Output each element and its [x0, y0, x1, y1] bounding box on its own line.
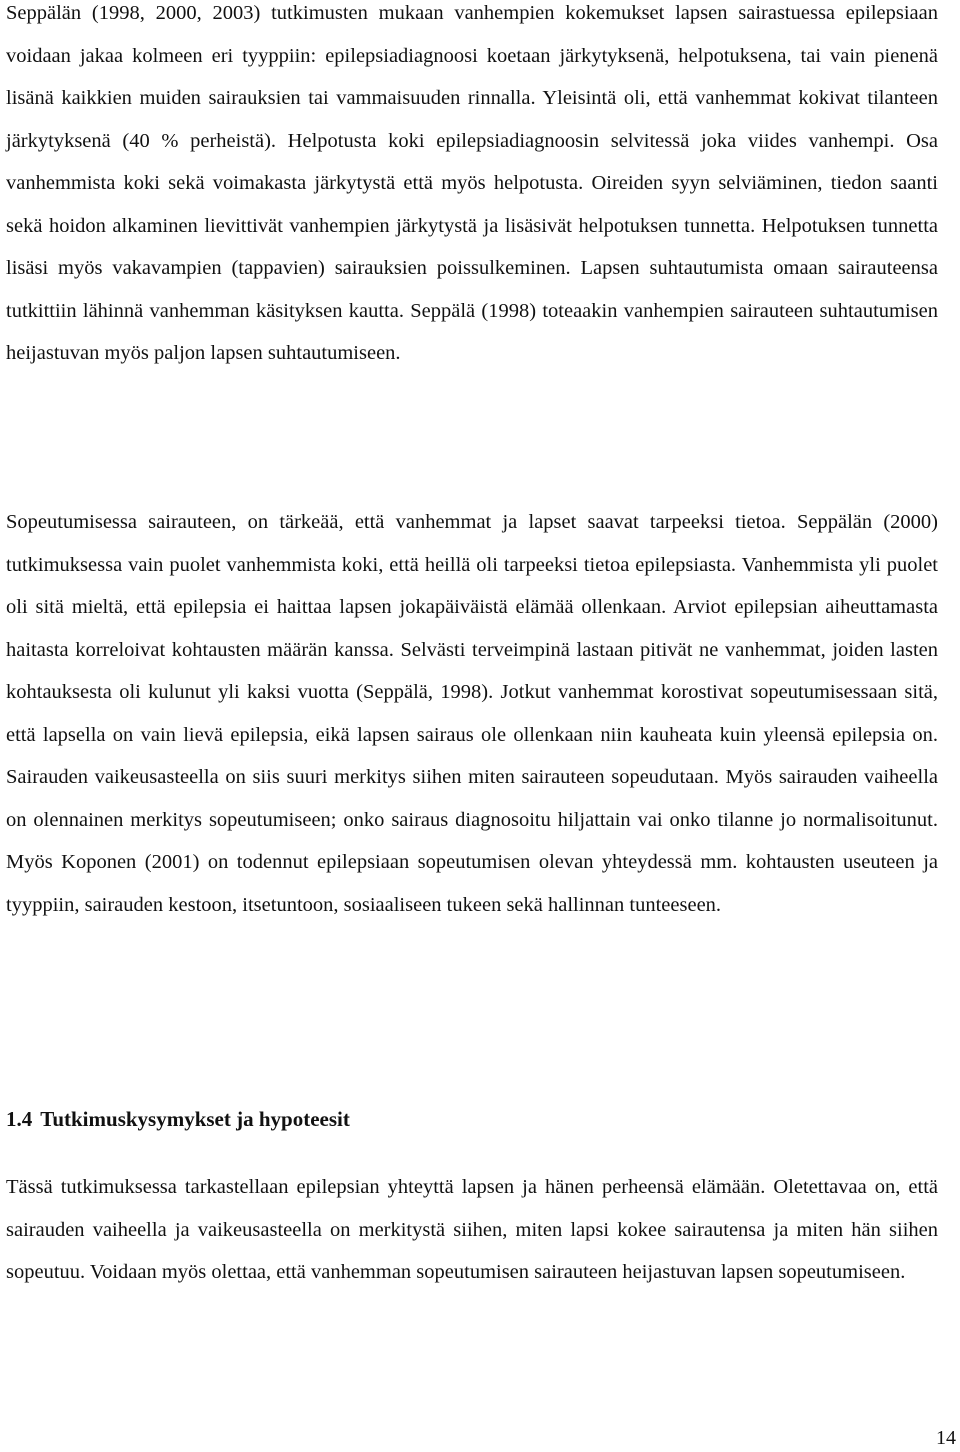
page-number: 14 [936, 1427, 956, 1449]
body-paragraph: Seppälän (1998, 2000, 2003) tutkimusten mukaan vanhempien kokemukset lapsen sairastuessa epilepsiaan voidaan jakaa kolmeen eri tyyppiin: epilepsiadiagnoosi koetaan järkytyksenä, helpotuksena, tai vain pienenä lisänä kaikkien muiden sairauksien tai vammaisuuden rinnalla. Yleisintä oli, että vanhemmat kokivat tilanteen järkytyksenä (40 % perheistä). Helpotusta koki epilepsiadiagnoosin selvitessä joka viides vanhempi. Osa vanhemmista koki sekä voimakasta järkytystä että myös helpotusta. Oireiden syyn selviäminen, tiedon saanti sekä hoidon alkaminen lievittivät vanhempien järkytystä ja lisäsivät helpotuksen tunnetta. Helpotuksen tunnetta lisäsi myös vakavampien (tappavien) sairauksien poissulkeminen. Lapsen suhtautumista omaan sairauteensa tutkittiin lähinnä vanhemman käsityksen kautta. Seppälä (1998) toteaakin vanhempien sairauteen suhtautumisen heijastuvan myös paljon lapsen suhtautumiseen. [6, 2, 938, 364]
section-heading [6, 1103, 350, 1135]
body-paragraph: Sopeutumisessa sairauteen, on tärkeää, että vanhemmat ja lapset saavat tarpeeksi tietoa. Seppälän (2000) tutkimuksessa vain puolet vanhemmista koki, että heillä oli tarpeeksi tietoa epilepsiasta. Vanhemmista yli puolet oli sitä mieltä, että epilepsia ei haittaa lapsen jokapäiväistä elämää ollenkaan. Arviot epilepsian aiheuttamasta haitasta korreloivat kohtausten määrän kanssa. Selvästi terveimpinä lastaan pitivät ne vanhemmat, joiden lasten kohtauksesta oli kulunut yli kaksi vuotta (Seppälä, 1998). Jotkut vanhemmat korostivat sopeutumisessaan sitä, että lapsella on vain lievä epilepsia, eikä lapsen sairaus ole ollenkaan niin kauheata kuin yleensä epilepsia on. Sairauden vaikeusasteella on siis suuri merkitys siihen miten sairauteen sopeudutaan. Myös sairauden vaiheella on olennainen merkitys sopeutumiseen; onko sairaus diagnosoitu hiljattain vai onko tilanne jo normalisoitunut. Myös Koponen (2001) on todennut epilepsiaan sopeutumisen olevan yhteydessä mm. kohtausten useuteen ja tyyppiin, sairauden kestoon, itsetuntoon, sosiaaliseen tukeen sekä hallinnan tunteeseen. [6, 511, 938, 916]
section-title: Tutkimuskysymykset ja hypoteesit [40, 1107, 350, 1131]
body-paragraph: Tässä tutkimuksessa tarkastellaan epilepsian yhteyttä lapsen ja hänen perheensä elämään. Oletettavaa on, että sairauden vaiheella ja vaikeusasteella on merkitystä siihen, miten lapsi kokee sairautensa ja miten hän siihen sopeutuu. Voidaan myös olettaa, että vanhemman sopeutumisen sairauteen heijastuvan lapsen sopeutumiseen. [6, 1176, 938, 1283]
section-number: 1.4 [6, 1107, 33, 1131]
